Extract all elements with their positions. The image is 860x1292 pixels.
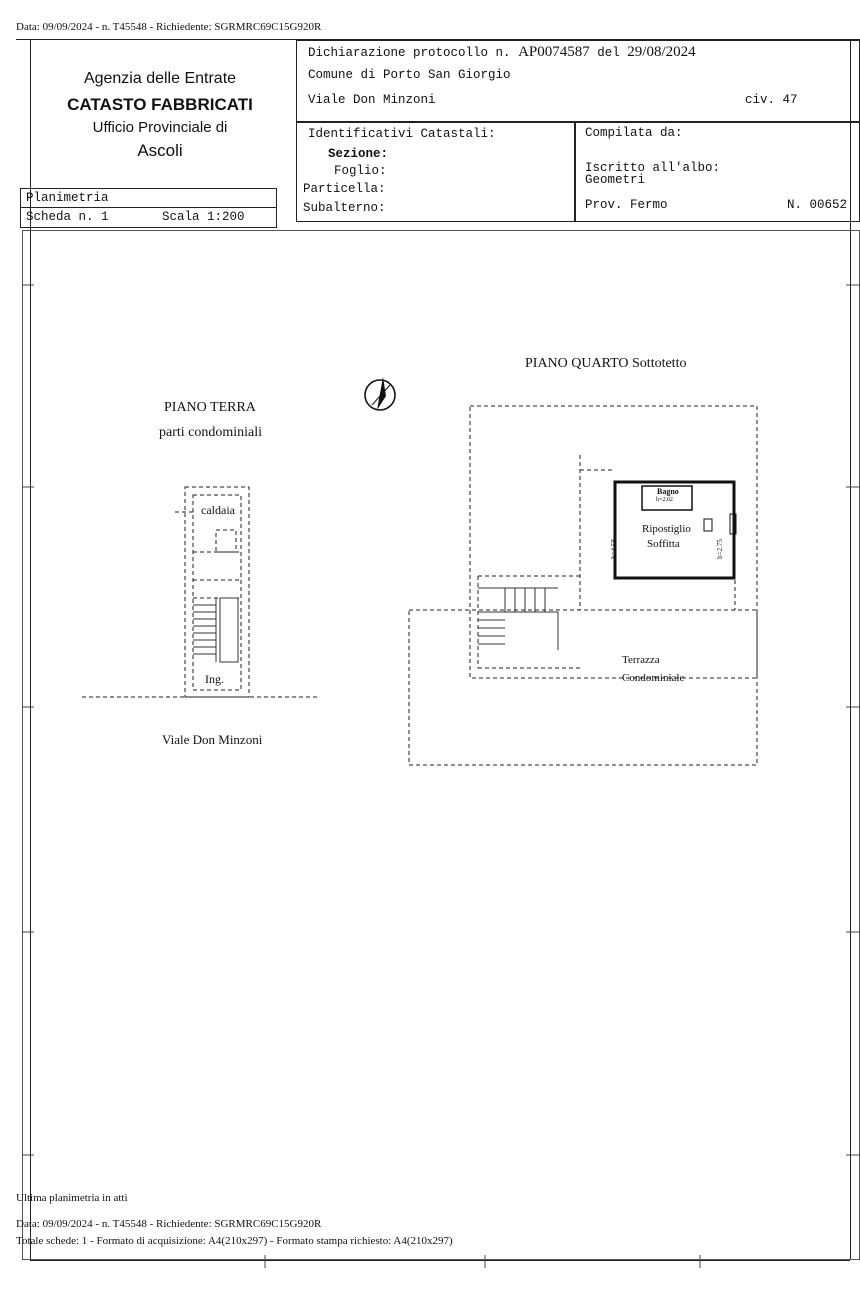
identificativi-title: Identificativi Catastali:: [308, 127, 496, 141]
north-arrow-icon: [365, 377, 395, 410]
ufficio-city: Ascoli: [137, 141, 183, 160]
sezione-label: Sezione:: [328, 147, 389, 161]
bagno-label: Bagno: [657, 487, 679, 496]
del-label: del: [597, 46, 620, 60]
foglio-label: Foglio:: [334, 164, 387, 178]
protocol-number: AP0074587: [518, 44, 590, 60]
ground-street-label: Viale Don Minzoni: [162, 732, 263, 747]
compilata-label: Compilata da:: [585, 126, 683, 140]
comune-name: Comune di Porto San Giorgio: [308, 68, 511, 82]
iscritto-label: Iscritto all'albo:: [585, 161, 721, 175]
height-left-label: h=4.58: [609, 539, 618, 559]
albo-value: Geometri: [585, 173, 646, 187]
scheda-number: Scheda n. 1: [26, 210, 109, 224]
fourth-floor-stairs: [478, 588, 558, 650]
bagno-height: h=2.02: [656, 497, 673, 503]
soffitta-label: Soffitta: [647, 538, 680, 550]
albo-number: N. 00652: [787, 198, 848, 212]
scala-value: Scala 1:200: [162, 210, 245, 224]
address-street: Viale Don Minzoni: [308, 93, 436, 107]
particella-label: Particella:: [303, 182, 386, 196]
protocol-date: 29/08/2024: [627, 44, 696, 60]
provincia-value: Prov. Fermo: [585, 198, 668, 212]
caldaia-label: caldaia: [201, 503, 235, 517]
ripostiglio-label: Ripostiglio: [642, 523, 691, 535]
fourth-floor-title: PIANO QUARTO Sottotetto: [525, 356, 687, 371]
address-civ: civ. 47: [745, 93, 798, 107]
planimetria-label: Planimetria: [26, 191, 109, 205]
ground-floor-stairs: [193, 598, 238, 662]
catasto-title: CATASTO FABBRICATI: [67, 95, 253, 114]
dichiarazione-label: Dichiarazione protocollo n.: [308, 46, 511, 60]
ground-floor-subtitle: parti condominiali: [159, 425, 263, 440]
ultima-planimetria: Ultima planimetria in atti: [16, 1192, 128, 1204]
ground-floor-outline: [82, 487, 320, 697]
footer-totale-line: Totale schede: 1 - Formato di acquisizione: A4(210x297) - Formato stampa richiesto: A4(210x297): [16, 1235, 453, 1247]
agency-name: Agenzia delle Entrate: [83, 70, 237, 87]
top-header: Data: 09/09/2024 - n. T45548 - Richiedente: SGRMRC69C15G920R: [16, 21, 322, 33]
ingresso-label: Ing.: [205, 672, 224, 686]
height-right-label: h=2.75: [715, 539, 724, 559]
fourth-floor-outline: [409, 406, 757, 765]
ufficio-label: Ufficio Provinciale di: [92, 119, 228, 136]
frame-ticks: [22, 285, 860, 1268]
subalterno-label: Subalterno:: [303, 201, 386, 215]
footer-data-line: Data: 09/09/2024 - n. T45548 - Richiedente: SGRMRC69C15G920R: [16, 1218, 322, 1230]
condominiale-label: Condominiale: [622, 672, 685, 684]
terrazza-label: Terrazza: [622, 654, 660, 666]
ground-floor-title: PIANO TERRA: [164, 400, 256, 415]
